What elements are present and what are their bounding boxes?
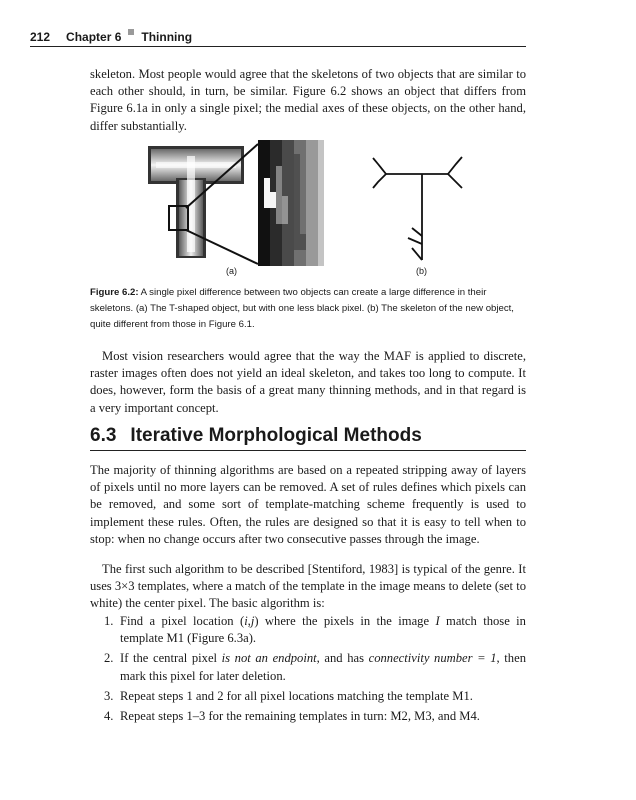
page-number: 212 [30, 30, 51, 44]
section-heading [90, 424, 526, 451]
skeleton-drawing [373, 157, 462, 260]
paragraph-1: skeleton. Most people would agree that the skeletons of two objects that are similar to each other should, in turn, be similar. Figure 6.2 shows an object that differs from Figure 6.1a in only a single pixel; the medial axes of these objects, on the other hand, differ substantially. [90, 67, 526, 133]
running-head [30, 30, 526, 47]
panel-b-label: (b) [416, 266, 427, 276]
panel-a-label: (a) [226, 266, 237, 276]
separator-square-icon [128, 29, 134, 35]
section-number: 6.3 [90, 425, 117, 446]
caption-label: Figure 6.2: [90, 287, 139, 298]
list-item: 4. Repeat steps 1–3 for the remaining templates in turn: M2, M3, and M4. [104, 709, 480, 724]
t-shape-distance-map [148, 146, 244, 258]
algorithm-steps [90, 613, 526, 728]
section-title: Iterative Morphological Methods [130, 425, 422, 446]
list-item: 3. Repeat steps 1 and 2 for all pixel locations matching the template M1. [104, 688, 473, 703]
figure-caption [90, 285, 526, 333]
chapter-label: Chapter 6 [66, 30, 122, 44]
list-item: 2. If the central pixel is not an endpoint, and has connectivity number = 1, then mark this pixel for later deletion. [104, 651, 526, 683]
chapter-title: Thinning [141, 30, 193, 44]
paragraph-3: The majority of thinning algorithms are based on a repeated stripping away of layers of pixels until no more layers can be removed. A set of rules defines which pixels can be removed, and some sort of template-matching scheme frequently is used to implement these rules. Often, the rules are designed so that it is easy to tell when to stop: when no change occurs after two consecutive passes through the image. [90, 463, 526, 546]
caption-text: A single pixel difference between two objects can create a large difference in their skeletons. (a) The T-shaped object, but with one less black pixel. (b) The skeleton of the new object, quite different from those in Figure 6.1. [90, 287, 514, 330]
paragraph-2: Most vision researchers would agree that the way the MAF is applied to discrete, raster images often does not yield an ideal skeleton, and takes too long to compute. It does, however, form the basis of a great many thinning methods, and in that regard is a very important concept. [90, 349, 526, 415]
figure-illustration [90, 138, 526, 268]
paragraph-4: The first such algorithm to be described [Stentiford, 1983] is typical of the genre. It uses 3×3 templates, where a match of the template in the image means to delete (set to white) the center pixel. The basic algorithm is: [90, 562, 526, 611]
zoomed-pixel-strips [258, 140, 324, 266]
list-item: 1. Find a pixel location (i,j) where the pixels in the image I match those in template M1 (Figure 6.3a). [104, 614, 526, 646]
figure-6-2 [90, 138, 526, 278]
